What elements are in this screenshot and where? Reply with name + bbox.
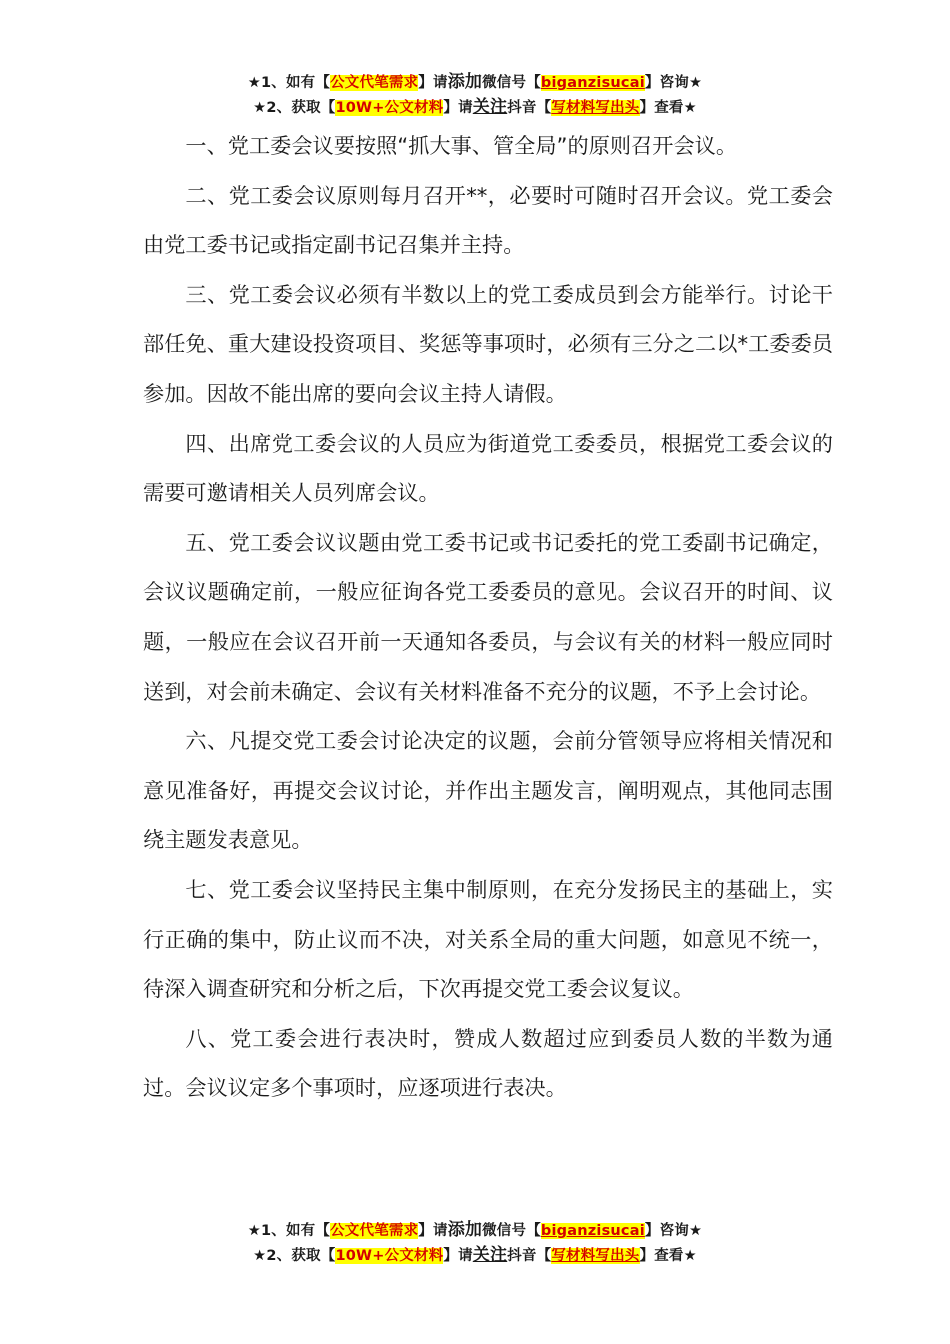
paragraph-7: 七、党工委会议坚持民主集中制原则，在充分发扬民主的基础上，实行正确的集中，防止议而不决，对关系全局的重大问题，如意见不统一，待深入调查研究和分析之后，下次再提交党工委会议复议。 <box>143 876 833 1002</box>
promo-footer <box>0 1218 950 1268</box>
paragraph-2: 二、党工委会议原则每月召开**，必要时可随时召开会议。党工委会由党工委书记或指定副书记召集并主持。 <box>143 182 833 258</box>
promo-emphasis: 关注 <box>472 1245 508 1265</box>
douyin-account-link[interactable]: 写材料写出头 <box>551 100 640 116</box>
document-body <box>143 121 833 1113</box>
wechat-id-link[interactable]: biganzisucai <box>540 1223 645 1239</box>
promo-emphasis: 关注 <box>472 97 508 117</box>
promo-line-1: ★1、如有【公文代笔需求】请添加微信号【biganzisucai】咨询★ <box>247 1220 703 1240</box>
paragraph-6: 六、凡提交党工委会讨论决定的议题，会前分管领导应将相关情况和意见准备好，再提交会议讨论，并作出主题发言，阐明观点，其他同志围绕主题发表意见。 <box>143 728 833 853</box>
promo-header <box>0 70 950 120</box>
promo-emphasis: 添加 <box>447 72 483 92</box>
promo-highlight: 10W+公文材料 <box>335 1248 444 1264</box>
promo-highlight: 公文代笔需求 <box>330 75 419 91</box>
paragraph-8: 八、党工委会进行表决时，赞成人数超过应到委员人数的半数为通过。会议议定多个事项时，应逐项进行表决。 <box>143 1025 833 1101</box>
douyin-account-link[interactable]: 写材料写出头 <box>551 1248 640 1264</box>
paragraph-1: 一、党工委会议要按照“抓大事、管全局”的原则召开会议。 <box>185 133 738 158</box>
paragraph-3: 三、党工委会议必须有半数以上的党工委成员到会方能举行。讨论干部任免、重大建设投资项目、奖惩等事项时，必须有三分之二以*工委委员参加。因故不能出席的要向会议主持人请假。 <box>143 281 833 406</box>
promo-line-2: ★2、获取【10W+公文材料】请关注抖音【写材料写出头】查看★ <box>253 97 697 117</box>
promo-emphasis: 添加 <box>447 1220 483 1240</box>
promo-highlight: 公文代笔需求 <box>330 1223 419 1239</box>
wechat-id-link[interactable]: biganzisucai <box>540 75 645 91</box>
paragraph-4: 四、出席党工委会议的人员应为街道党工委委员，根据党工委会议的需要可邀请相关人员列席会议。 <box>143 430 833 506</box>
promo-highlight: 10W+公文材料 <box>335 100 444 116</box>
promo-line-1: ★1、如有【公文代笔需求】请添加微信号【biganzisucai】咨询★ <box>247 72 703 92</box>
paragraph-5: 五、党工委会议议题由党工委书记或书记委托的党工委副书记确定，会议议题确定前，一般应征询各党工委委员的意见。会议召开的时间、议题，一般应在会议召开前一天通知各委员，与会议有关的材料一般应同时送到，对会前未确定、会议有关材料准备不充分的议题，不予上会讨论。 <box>143 529 833 704</box>
promo-line-2: ★2、获取【10W+公文材料】请关注抖音【写材料写出头】查看★ <box>253 1245 697 1265</box>
